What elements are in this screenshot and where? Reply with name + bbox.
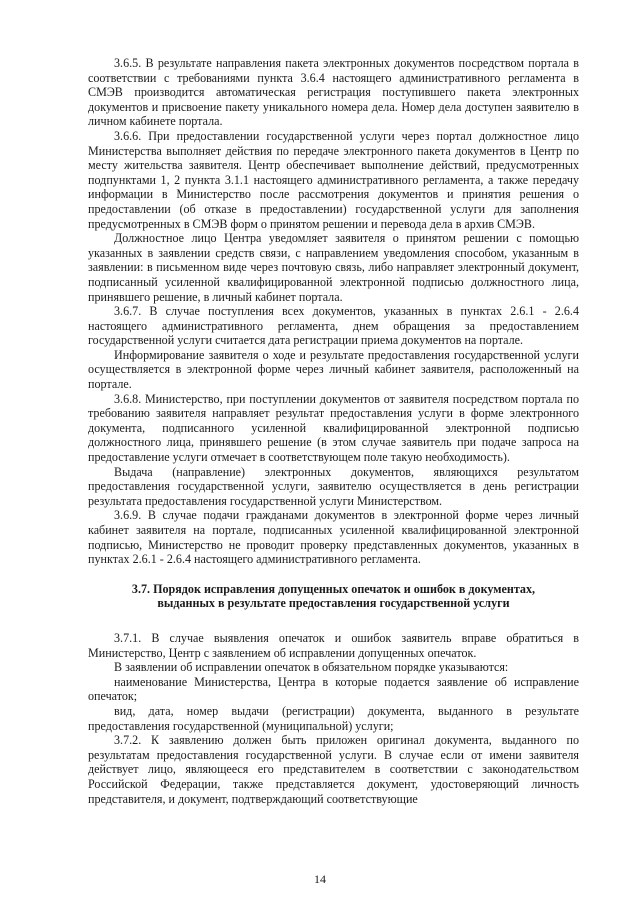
paragraph-item-name: наименование Министерства, Центра в которые подается заявление об исправление опечаток;	[88, 674, 579, 704]
paragraph-3-7-1: 3.7.1. В случае выявления опечаток и ошибок заявитель вправе обратиться в Министерство, Центр с заявлением об исправлении допущенных опечаток.	[88, 630, 579, 660]
paragraph-3-6-8: 3.6.8. Министерство, при поступлении документов от заявителя посредством портала по требованию заявителя направляет результат предоставления услуги в форме электронного документа, подписанного усиленной квалифицированной электронной подписью должностного лица, принявшего решение (в этом случае заявитель при подаче запроса на предоставление услуги отмечает в соответствующем поле такую необходимость).	[88, 391, 579, 465]
paragraph-issuance: Выдача (направление) электронных документов, являющихся результатом предоставления государственной услуги, заявителю осуществляется в день регистрации результата предоставления государственной услуги Министерством.	[88, 464, 579, 508]
paragraph-application-contents: В заявлении об исправлении опечаток в обязательном порядке указываются:	[114, 660, 509, 675]
page-number: 14	[314, 872, 326, 886]
paragraph-informing: Информирование заявителя о ходе и результате предоставления государственной услуги осуществляется в электронной форме через личный кабинет заявителя, расположенный на портале.	[88, 347, 579, 392]
paragraph-3-6-7: 3.6.7. В случае поступления всех документов, указанных в пунктах 2.6.1 - 2.6.4 настоящего административного регламента, днем обращения за предоставлением государственной услуги считается дата регистрации приема документов на портале.	[88, 304, 579, 348]
paragraph-notification: Должностное лицо Центра уведомляет заявителя о принятом решении с помощью указанных в заявлении средств связи, с направлением уведомления способом, указанным в заявлении: в письменном виде через почтовую связь, либо направляет электронный документ, подписанный усиленной квалифицированной электронной подписью должностного лица, принявшего решение, в личный кабинет портала.	[88, 231, 579, 304]
section-heading-line-2: выданных в результате предоставления государственной услуги	[157, 596, 510, 611]
document-body	[88, 56, 579, 806]
paragraph-3-6-6: 3.6.6. При предоставлении государственной услуги через портал должностное лицо Министерства выполняет действия по передаче электронного пакета документов в Центр по месту жительства заявителя. Центр обеспечивает выполнение действий, предусмотренных подпунктами 1, 2 пункта 3.1.1 настоящего административного регламента, а также передачу информации в Министерство после рассмотрения документов и принятия решения о предоставлении (об отказе в предоставлении) государственной услуги для заполнения предусмотренных в СМЭВ форм о принятом решении и перевода дела в архив СМЭВ.	[88, 128, 579, 231]
paragraph-3-7-2: 3.7.2. К заявлению должен быть приложен оригинал документа, выданного по результатам предоставления государственной услуги. В случае если от имени заявителя действует лицо, являющееся его представителем в соответствии с законодательством Российской Федерации, также представляется документ, удостоверяющий личность представителя, и документ, подтверждающий соответствующие	[88, 733, 579, 806]
paragraph-3-6-5: 3.6.5. В результате направления пакета электронных документов посредством портала в соответствии с требованиями пункта 3.6.4 настоящего административного регламента в СМЭВ производится автоматическая регистрация поступившего пакета электронных документов и присвоение пакету уникального номера дела. Номер дела доступен заявителю в личном кабинете портала.	[88, 56, 579, 129]
section-heading-3-7	[88, 582, 579, 611]
section-heading-line-1: 3.7. Порядок исправления допущенных опечаток и ошибок в документах,	[131, 581, 536, 596]
paragraph-item-document: вид, дата, номер выдачи (регистрации) документа, выданного в результате предоставления государственной (муниципальной) услуги;	[88, 703, 579, 733]
paragraph-3-6-9: 3.6.9. В случае подачи гражданами документов в электронной форме через личный кабинет заявителя на портале, подписанных усиленной квалифицированной электронной подписью, Министерство не проводит проверку представленных документов, указанных в пунктах 2.6.1 - 2.6.4 настоящего административного регламента.	[88, 508, 579, 567]
